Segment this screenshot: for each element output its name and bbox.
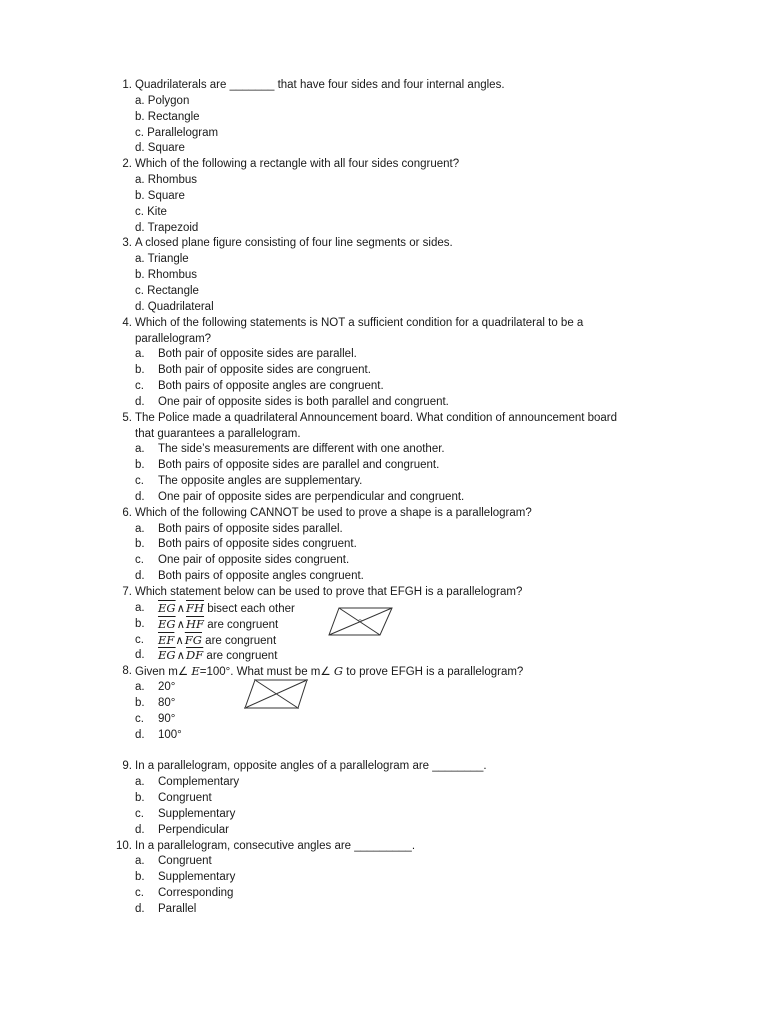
option-letter: b. bbox=[135, 538, 145, 551]
question-text bbox=[135, 664, 523, 681]
option-a: The side’s measurements are different with one another. bbox=[158, 443, 445, 456]
question-number: 7. bbox=[122, 586, 132, 598]
option-letter: b. bbox=[135, 696, 145, 709]
question-number: 3. bbox=[122, 237, 132, 250]
option-letter: a. bbox=[135, 601, 145, 614]
question-text: The Police made a quadrilateral Announcement board. What condition of announcement board bbox=[135, 411, 618, 424]
option-d: 100° bbox=[158, 728, 182, 741]
option-letter: d. bbox=[135, 490, 145, 503]
option-a: a. Rhombus bbox=[135, 174, 198, 187]
blank-line bbox=[0, 743, 768, 759]
angle-symbol: ∠ bbox=[177, 664, 189, 679]
option-letter: a. bbox=[135, 522, 145, 535]
option-c: 90° bbox=[158, 712, 176, 725]
worksheet bbox=[0, 78, 768, 918]
question-text: Which of the following CANNOT be used to prove a shape is a parallelogram? bbox=[135, 506, 532, 519]
question-text: Quadrilaterals are _______ that have four sides and four internal angles. bbox=[135, 79, 505, 91]
segment-label: $\overline{EF}$ bbox=[158, 632, 175, 647]
question-3 bbox=[0, 236, 768, 315]
option-d bbox=[158, 648, 277, 665]
option-letter: b. bbox=[135, 459, 145, 472]
option-letter: d. bbox=[135, 395, 145, 408]
question-1 bbox=[0, 78, 768, 157]
option-c bbox=[158, 633, 276, 650]
and-symbol: ∧ bbox=[176, 600, 186, 615]
question-number: 6. bbox=[122, 506, 132, 519]
option-letter: a. bbox=[135, 776, 145, 789]
option-c: c. Kite bbox=[135, 205, 167, 218]
question-number: 4. bbox=[122, 316, 132, 329]
option-text: are congruent bbox=[205, 634, 277, 647]
and-symbol: ∧ bbox=[176, 616, 186, 631]
question-4 bbox=[0, 316, 768, 411]
option-letter: d. bbox=[135, 649, 145, 662]
question-text: Which of the following a rectangle with all four sides congruent? bbox=[135, 158, 460, 171]
option-a: 20° bbox=[158, 681, 176, 694]
option-letter: b. bbox=[135, 364, 145, 377]
segment-label: $\overline{FH}$ bbox=[186, 600, 205, 615]
option-c: Both pairs of opposite angles are congruent. bbox=[158, 380, 384, 393]
option-letter: c. bbox=[135, 475, 144, 488]
option-letter: c. bbox=[135, 633, 144, 646]
option-letter: b. bbox=[135, 871, 145, 884]
option-letter: d. bbox=[135, 570, 145, 583]
question-number: 10. bbox=[116, 839, 132, 852]
option-letter: c. bbox=[135, 380, 144, 393]
question-number: 5. bbox=[122, 411, 132, 424]
option-d: d. Trapezoid bbox=[135, 221, 199, 234]
parallelogram-diagram bbox=[240, 674, 312, 714]
option-d: Parallel bbox=[158, 902, 197, 915]
option-b: b. Square bbox=[135, 189, 185, 202]
option-d: d. Quadrilateral bbox=[135, 300, 214, 313]
option-a: Complementary bbox=[158, 776, 240, 789]
option-b: Both pairs of opposite sides are parallel and congruent. bbox=[158, 459, 440, 472]
option-b: 80° bbox=[158, 696, 176, 709]
question-text-part: Given m bbox=[135, 666, 178, 679]
option-letter: b. bbox=[135, 617, 145, 630]
option-letter: a. bbox=[135, 443, 145, 456]
question-text-continued: that guarantees a parallelogram. bbox=[135, 427, 301, 440]
option-letter: c. bbox=[135, 807, 144, 820]
option-b: b. Rhombus bbox=[135, 269, 198, 282]
question-text-part: =100°. What must be m bbox=[199, 666, 321, 679]
question-7 bbox=[0, 585, 768, 664]
option-text: are congruent bbox=[207, 618, 279, 631]
option-d: Both pairs of opposite angles congruent. bbox=[158, 570, 364, 583]
option-b: Both pair of opposite sides are congruent. bbox=[158, 364, 371, 377]
option-a: a. Polygon bbox=[135, 94, 190, 107]
option-a: Both pairs of opposite sides parallel. bbox=[158, 522, 343, 535]
option-a: a. Triangle bbox=[135, 253, 189, 266]
option-d: One pair of opposite sides is both parallel and congruent. bbox=[158, 395, 449, 408]
option-c: One pair of opposite sides congruent. bbox=[158, 554, 350, 567]
option-letter: a. bbox=[135, 855, 145, 868]
question-number: 1. bbox=[122, 79, 132, 91]
question-2 bbox=[0, 157, 768, 236]
question-text: A closed plane figure consisting of four line segments or sides. bbox=[135, 237, 453, 250]
option-b: b. Rectangle bbox=[135, 110, 200, 123]
angle-vertex: E bbox=[191, 664, 200, 679]
option-b: Congruent bbox=[158, 791, 212, 804]
option-a: Both pair of opposite sides are parallel. bbox=[158, 348, 357, 361]
option-letter: d. bbox=[135, 902, 145, 915]
option-letter: c. bbox=[135, 712, 144, 725]
option-d: Perpendicular bbox=[158, 823, 229, 836]
option-b: Both pairs of opposite sides congruent. bbox=[158, 538, 357, 551]
option-c: c. Parallelogram bbox=[135, 126, 219, 139]
angle-vertex: G bbox=[333, 664, 344, 679]
question-8 bbox=[0, 664, 768, 743]
segment-label: $\overline{EG}$ bbox=[158, 616, 176, 631]
segment-label: $\overline{HF}$ bbox=[186, 616, 205, 631]
segment-label: $\overline{FG}$ bbox=[184, 632, 202, 647]
option-b: Supplementary bbox=[158, 871, 236, 884]
question-6 bbox=[0, 506, 768, 585]
question-text-continued: parallelogram? bbox=[135, 332, 212, 345]
option-letter: b. bbox=[135, 791, 145, 804]
question-text: In a parallelogram, opposite angles of a parallelogram are ________. bbox=[135, 760, 487, 773]
option-letter: a. bbox=[135, 681, 145, 694]
option-letter: a. bbox=[135, 348, 145, 361]
option-a: Congruent bbox=[158, 855, 212, 868]
option-c: c. Rectangle bbox=[135, 284, 199, 297]
question-text: Which statement below can be used to prove that EFGH is a parallelogram? bbox=[135, 586, 523, 598]
question-number: 2. bbox=[122, 158, 132, 171]
and-symbol: ∧ bbox=[176, 648, 186, 663]
option-b bbox=[158, 617, 278, 634]
option-c: Supplementary bbox=[158, 807, 236, 820]
option-letter: c. bbox=[135, 554, 144, 567]
question-text: In a parallelogram, consecutive angles are _________. bbox=[135, 839, 416, 852]
option-c: Corresponding bbox=[158, 887, 234, 900]
question-text: Which of the following statements is NOT a sufficient condition for a quadrilateral to be a bbox=[135, 316, 584, 329]
option-a bbox=[158, 601, 295, 618]
option-d: d. Square bbox=[135, 142, 185, 155]
question-9 bbox=[0, 759, 768, 838]
question-number: 8. bbox=[122, 665, 132, 678]
angle-symbol: ∠ bbox=[320, 664, 331, 679]
option-letter: d. bbox=[135, 823, 145, 836]
question-5 bbox=[0, 411, 768, 506]
option-letter: d. bbox=[135, 728, 145, 741]
question-number: 9. bbox=[122, 760, 132, 773]
parallelogram-diagram bbox=[326, 602, 396, 642]
option-text: are congruent bbox=[206, 650, 278, 663]
segment-label: $\overline{EG}$ bbox=[158, 600, 176, 615]
segment-label: $\overline{DF}$ bbox=[186, 648, 204, 663]
and-symbol: ∧ bbox=[175, 632, 184, 647]
question-10 bbox=[0, 839, 768, 918]
option-letter: c. bbox=[135, 887, 144, 900]
option-d: One pair of opposite sides are perpendicular and congruent. bbox=[158, 490, 465, 503]
option-c: The opposite angles are supplementary. bbox=[158, 475, 363, 488]
option-text: bisect each other bbox=[207, 602, 295, 615]
question-text-part: to prove EFGH is a parallelogram? bbox=[346, 666, 524, 679]
segment-label: $\overline{EG}$ bbox=[158, 648, 176, 663]
